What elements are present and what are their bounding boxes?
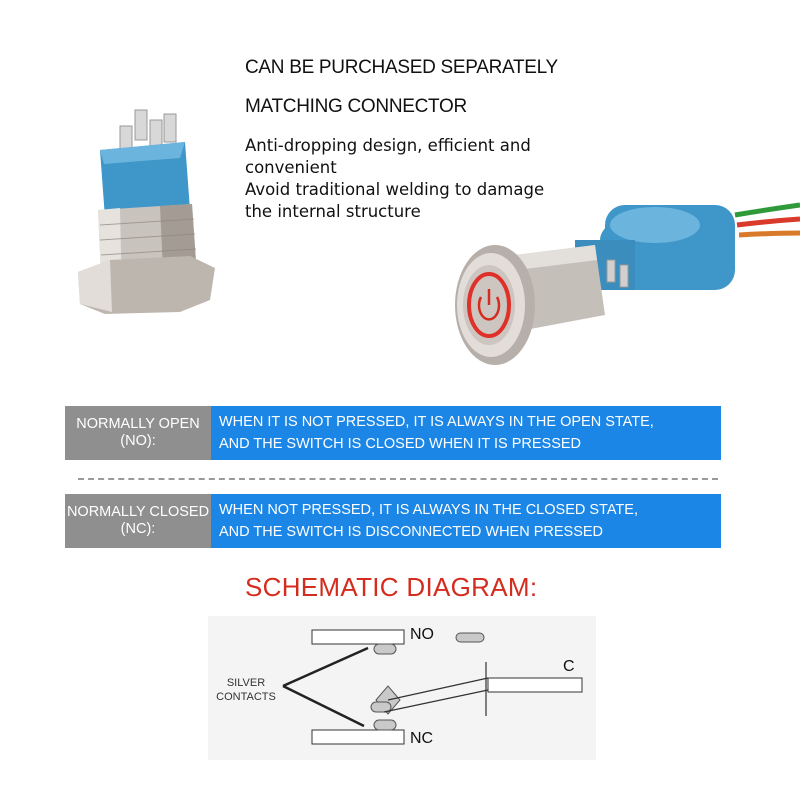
normally-closed-desc-line-2: AND THE SWITCH IS DISCONNECTED WHEN PRESSED [219,524,604,540]
schematic-diagram [208,616,596,760]
nc-label: NC [410,730,434,747]
switch-with-connector-photo [60,100,230,320]
feature-line-3: Avoid traditional welding to damage [245,180,545,199]
feature-line-2: convenient [245,158,337,177]
header-line-1: CAN BE PURCHASED SEPARATELY [245,57,558,78]
switch-led-connector-photo [455,185,800,375]
normally-open-desc-line-1: WHEN IT IS NOT PRESSED, IT IS ALWAYS IN THE OPEN STATE, [219,414,654,430]
normally-closed-label [65,494,211,548]
normally-closed-name: NORMALLY CLOSED [66,504,210,520]
normally-closed-desc-line-1: WHEN NOT PRESSED, IT IS ALWAYS IN THE CLOSED STATE, [219,502,638,518]
normally-closed-description [211,494,721,548]
silver-contacts-line-1: SILVER [226,677,266,689]
no-silver-contact [374,644,396,654]
c-terminal [488,678,582,692]
nc-silver-contact [374,720,396,730]
divider [78,478,718,480]
feature-line-1: Anti-dropping design, efficient and [245,136,531,155]
normally-closed-abbr: (NC): [120,521,156,537]
normally-open-label [65,406,211,460]
normally-open-description [211,406,721,460]
normally-open-name: NORMALLY OPEN [76,416,200,432]
normally-open-desc-line-2: AND THE SWITCH IS CLOSED WHEN IT IS PRESSED [219,436,582,452]
silver-contacts-line-2: CONTACTS [216,691,276,703]
nc-contact-bar [312,730,404,744]
feature-line-4: the internal structure [245,202,421,221]
no-contact-bar [312,630,404,644]
no-indicator [456,633,484,642]
no-label: NO [410,626,434,643]
normally-open-abbr: (NO): [120,433,156,449]
silver-contacts-label [212,676,280,704]
header-line-2: MATCHING CONNECTOR [245,96,467,117]
c-label: C [563,658,575,675]
schematic-title: SCHEMATIC DIAGRAM: [245,572,538,602]
